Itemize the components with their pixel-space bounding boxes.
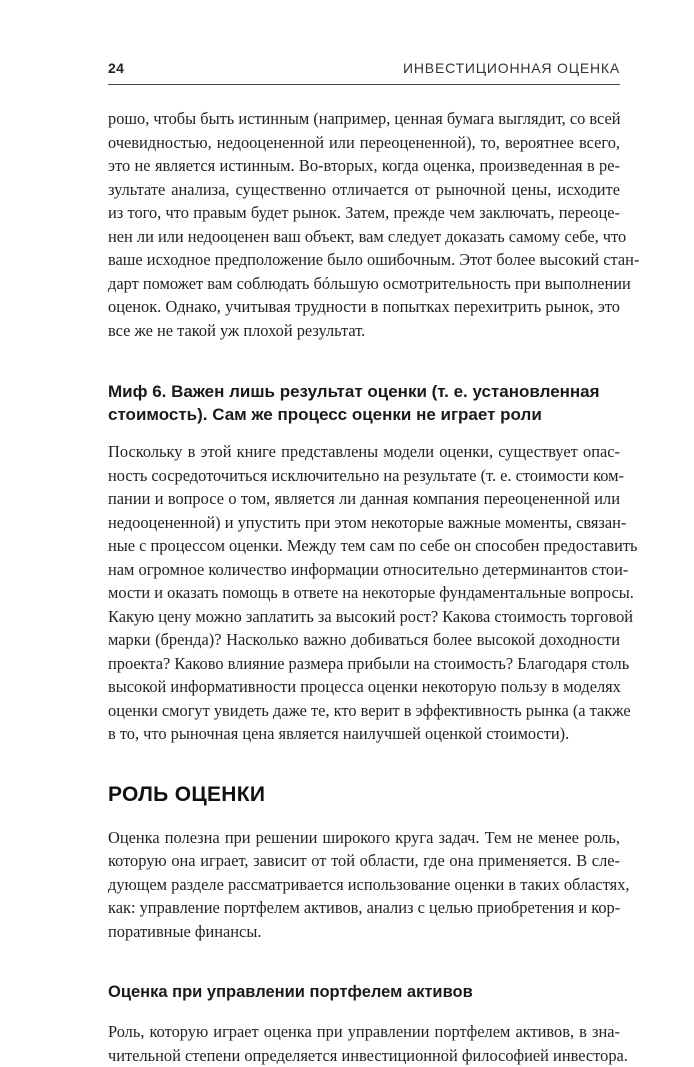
text-line: проекта? Каково влияние размера прибыли на стоимость? Благодаря столь bbox=[108, 652, 620, 676]
text-line: Оценка полезна при решении широкого круга задач. Тем не менее роль, bbox=[108, 826, 620, 850]
text-line: как: управление портфелем активов, анализ с целью приобретения и кор- bbox=[108, 896, 620, 920]
page-header bbox=[108, 60, 620, 86]
heading-line: Миф 6. Важен лишь результат оценки (т. е. установленная bbox=[108, 380, 620, 403]
text-line: недооцененной) и упустить при этом некоторые важные моменты, связан- bbox=[108, 511, 620, 535]
text-line: рошо, чтобы быть истинным (например, ценная бумага выглядит, со всей bbox=[108, 107, 620, 131]
text-line: это не является истинным. Во-вторых, когда оценка, произведенная в ре- bbox=[108, 154, 620, 178]
text-line: поративные финансы. bbox=[108, 920, 620, 944]
text-line: Роль, которую играет оценка при управлении портфелем активов, в зна- bbox=[108, 1020, 620, 1044]
text-line: Поскольку в этой книге представлены модели оценки, существует опас- bbox=[108, 440, 620, 464]
text-line: все же не такой уж плохой результат. bbox=[108, 319, 620, 343]
text-line: оценок. Однако, учитывая трудности в попытках перехитрить рынок, это bbox=[108, 295, 620, 319]
running-title: ИНВЕСТИЦИОННАЯ ОЦЕНКА bbox=[403, 60, 620, 76]
text-line: ваше исходное предположение было ошибочным. Этот более высокий стан- bbox=[108, 248, 620, 272]
text-line: пании и вопросе о том, является ли данная компания переоцененной или bbox=[108, 487, 620, 511]
text-line: зультате анализа, существенно отличается от рыночной цены, исходите bbox=[108, 178, 620, 202]
text-line: очевидностью, недооцененной или переоцененной), то, вероятнее всего, bbox=[108, 131, 620, 155]
text-line: Какую цену можно заплатить за высокий рост? Какова стоимость торговой bbox=[108, 605, 620, 629]
text-line: оценки смогут увидеть даже те, кто верит в эффективность рынка (а также bbox=[108, 699, 620, 723]
text-line: марки (бренда)? Насколько важно добиваться более высокой доходности bbox=[108, 628, 620, 652]
text-line: из того, что правым будет рынок. Затем, прежде чем заключать, переоце- bbox=[108, 201, 620, 225]
paragraph-myth-6 bbox=[108, 440, 620, 746]
text-line: дующем разделе рассматривается использование оценки в таких областях, bbox=[108, 873, 620, 897]
subheading-portfolio: Оценка при управлении портфелем активов bbox=[108, 981, 620, 1003]
page-body bbox=[108, 104, 620, 1067]
text-line: в то, что рыночная цена является наилучшей оценкой стоимости). bbox=[108, 722, 620, 746]
text-line: высокой информативности процесса оценки некоторую пользу в моделях bbox=[108, 675, 620, 699]
paragraph-portfolio bbox=[108, 1020, 620, 1067]
page-number: 24 bbox=[108, 60, 124, 76]
text-line: мости и оказать помощь в ответе на некоторые фундаментальные вопросы. bbox=[108, 581, 620, 605]
heading-line: стоимость). Сам же процесс оценки не играет роли bbox=[108, 403, 620, 426]
text-line: нен ли или недооценен ваш объект, вам следует доказать самому себе, что bbox=[108, 225, 620, 249]
text-line: ные с процессом оценки. Между тем сам по себе он способен предоставить bbox=[108, 534, 620, 558]
text-line: нам огромное количество информации относительно детерминантов стои- bbox=[108, 558, 620, 582]
heading-myth-6 bbox=[108, 380, 620, 426]
text-line: чительной степени определяется инвестиционной философией инвестора. bbox=[108, 1044, 620, 1067]
text-line: дарт поможет вам соблюдать бóльшую осмотрительность при выполнении bbox=[108, 272, 620, 296]
paragraph-continuation bbox=[108, 107, 620, 342]
text-line: которую она играет, зависит от той области, где она применяется. В сле- bbox=[108, 849, 620, 873]
paragraph-role bbox=[108, 826, 620, 944]
header-rule bbox=[108, 84, 620, 85]
text-line: ность сосредоточиться исключительно на результате (т. е. стоимости ком- bbox=[108, 464, 620, 488]
section-heading-role: РОЛЬ ОЦЕНКИ bbox=[108, 782, 620, 808]
